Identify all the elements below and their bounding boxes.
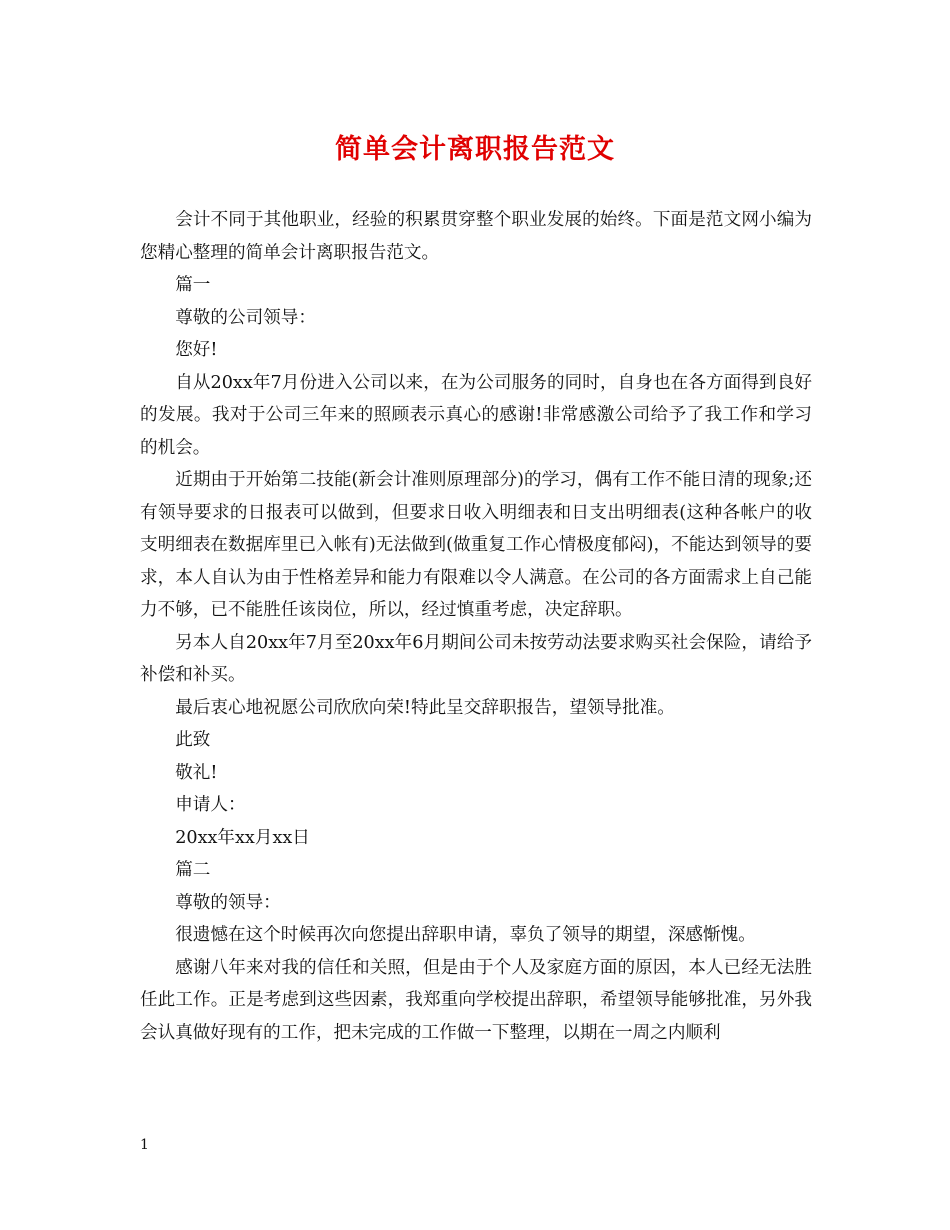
paragraph: 最后衷心地祝愿公司欣欣向荣!特此呈交辞职报告，望领导批准。 [175, 697, 675, 718]
page-number: 1 [140, 1137, 149, 1153]
section-heading-2: 篇二 [175, 860, 211, 880]
greeting: 您好! [175, 340, 218, 360]
paragraph: 感谢八年来对我的信任和关照，但是由于个人及家庭方面的原因，本人已经无法胜任此工作。正是考虑到这些因素，我郑重向学校提出辞职，希望领导能够批准，另外我会认真做好现有的工作，把未完成的工作做一下整理，以期在一周之内顺利 [140, 957, 812, 1043]
paragraph: 近期由于开始第二技能(新会计准则原理部分)的学习，偶有工作不能日清的现象;还有领导要求的日报表可以做到，但要求日收入明细表和日支出明细表(这种各帐户的收支明细表在数据库里已入帐有)无法做到(做重复工作心情极度郁闷)，不能达到领导的要求，本人自认为由于性格差异和能力有限难以令人满意。在公司的各方面需求上自己能力不够，已不能胜任该岗位，所以，经过慎重考虑，决定辞职。 [140, 470, 812, 620]
paragraph-intro: 会计不同于其他职业，经验的积累贯穿整个职业发展的始终。下面是范文网小编为您精心整理的简单会计离职报告范文。 [140, 210, 812, 263]
applicant-label: 申请人： [175, 795, 246, 815]
closing-line-2: 敬礼! [175, 762, 218, 783]
closing-line-1: 此致 [175, 730, 211, 750]
section-heading-1: 篇一 [175, 275, 211, 295]
paragraph: 很遗憾在这个时候再次向您提出辞职申请，辜负了领导的期望，深感惭愧。 [175, 925, 756, 945]
document-body [140, 204, 812, 1049]
paragraph: 自从20xx年7月份进入公司以来，在为公司服务的同时，自身也在各方面得到良好的发展。我对于公司三年来的照顾表示真心的感谢!非常感激公司给予了我工作和学习的机会。 [140, 372, 812, 458]
salutation-2: 尊敬的领导： [175, 892, 281, 913]
document-title: 简单会计离职报告范文 [335, 134, 615, 165]
date-line: 20xx年xx月xx日 [175, 827, 310, 848]
paragraph: 另本人自20xx年7月至20xx年6月期间公司未按劳动法要求购买社会保险，请给予补偿和补买。 [140, 632, 812, 685]
salutation-1: 尊敬的公司领导： [175, 307, 316, 328]
